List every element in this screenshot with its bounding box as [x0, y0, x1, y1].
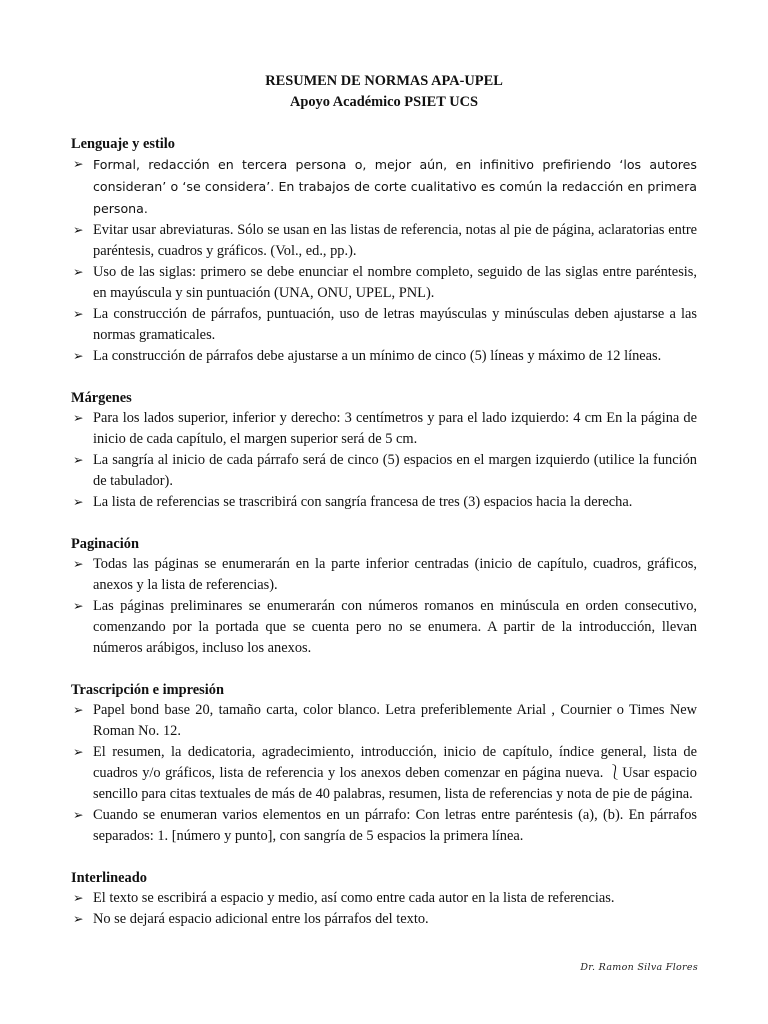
- arrow-bullet-icon: ➢: [73, 223, 84, 237]
- list-item: [71, 304, 697, 346]
- arrow-bullet-icon: ➢: [73, 557, 84, 571]
- list-item-text: Las páginas preliminares se enumerarán con números romanos en minúscula en orden consecutivo, comenzando por la portada que se cuenta pero no se enumera. A partir de la introducción, llevan números arábigos, incluso los anexos.: [93, 598, 697, 656]
- bullet-list: [71, 154, 697, 367]
- list-item: [71, 909, 697, 930]
- list-item-text: El resumen, la dedicatoria, agradecimiento, introducción, inicio de capítulo, índice general, lista de cuadros y/o gráficos, lista de referencia y los anexos deben comenzar en página nueva. ⎱Usar espacio sencillo para citas textuales de más de 40 palabras, resumen, lista de referencias y nota de pie de página.: [93, 744, 697, 802]
- bullet-list: [71, 700, 697, 847]
- arrow-bullet-icon: ➢: [73, 912, 84, 926]
- section-heading: Interlineado: [71, 870, 147, 886]
- arrow-bullet-icon: ➢: [73, 157, 84, 171]
- list-item-text: La lista de referencias se trascribirá con sangría francesa de tres (3) espacios hacia la derecha.: [93, 494, 633, 510]
- section-paginacion: [71, 534, 697, 659]
- arrow-bullet-icon: ➢: [73, 411, 84, 425]
- section-interlineado: [71, 868, 697, 930]
- list-item: [71, 888, 697, 909]
- section-margenes: [71, 388, 697, 513]
- list-item: [71, 220, 697, 262]
- list-item-text: Para los lados superior, inferior y derecho: 3 centímetros y para el lado izquierdo: 4 cm En la página de inicio de cada capítulo, el margen superior será de 5 cm.: [93, 410, 697, 447]
- list-item-text: La construcción de párrafos debe ajustarse a un mínimo de cinco (5) líneas y máximo de 12 líneas.: [93, 348, 662, 364]
- list-item-text: El texto se escribirá a espacio y medio, así como entre cada autor en la lista de referencias.: [93, 890, 615, 906]
- bullet-list: [71, 408, 697, 513]
- list-item: [71, 596, 697, 659]
- list-item: [71, 408, 697, 450]
- list-item: [71, 450, 697, 492]
- bullet-list: [71, 554, 697, 659]
- list-item-text: Evitar usar abreviaturas. Sólo se usan en las listas de referencia, notas al pie de página, aclaratorias entre paréntesis, cuadros y gráficos. (Vol., ed., pp.).: [93, 222, 697, 259]
- list-item: [71, 700, 697, 742]
- arrow-bullet-icon: ➢: [73, 265, 84, 279]
- arrow-bullet-icon: ➢: [73, 745, 84, 759]
- list-item: [71, 805, 697, 847]
- arrow-bullet-icon: ➢: [73, 453, 84, 467]
- list-item: [71, 154, 697, 220]
- arrow-bullet-icon: ➢: [73, 495, 84, 509]
- list-item: [71, 554, 697, 596]
- list-item: [71, 742, 697, 805]
- author-signature: Dr. Ramon Silva Flores: [580, 962, 698, 973]
- bullet-list: [71, 888, 697, 930]
- list-item-text: Todas las páginas se enumerarán en la parte inferior centradas (inicio de capítulo, cuadros, gráficos, anexos y la lista de referencias).: [93, 556, 697, 593]
- arrow-bullet-icon: ➢: [73, 891, 84, 905]
- list-item-text: La construcción de párrafos, puntuación, uso de letras mayúsculas y minúsculas deben ajustarse a las normas gramaticales.: [93, 306, 697, 343]
- list-item-text: Formal, redacción en tercera persona o, mejor aún, en infinitivo prefiriendo ‘los autores consideran’ o ‘se considera’. En trabajos de corte cualitativo es común la redacción en primera persona.: [93, 157, 697, 216]
- arrow-bullet-icon: ➢: [73, 703, 84, 717]
- document-title: RESUMEN DE NORMAS APA-UPEL: [265, 73, 503, 89]
- list-item-text: Uso de las siglas: primero se debe enunciar el nombre completo, seguido de las siglas entre paréntesis, en mayúscula y sin puntuación (UNA, ONU, UPEL, PNL).: [93, 264, 697, 301]
- list-item-text: La sangría al inicio de cada párrafo será de cinco (5) espacios en el margen izquierdo (utilice la función de tabulador).: [93, 452, 697, 489]
- arrow-bullet-icon: ➢: [73, 349, 84, 363]
- list-item-text: No se dejará espacio adicional entre los párrafos del texto.: [93, 911, 429, 927]
- section-lenguaje-y-estilo: [71, 134, 697, 367]
- list-item: [71, 492, 697, 513]
- section-heading: Márgenes: [71, 390, 132, 406]
- arrow-bullet-icon: ➢: [73, 808, 84, 822]
- section-heading: Trascripción e impresión: [71, 682, 224, 698]
- document-subtitle: Apoyo Académico PSIET UCS: [289, 94, 479, 110]
- arrow-bullet-icon: ➢: [73, 307, 84, 321]
- list-item-text: Cuando se enumeran varios elementos en un párrafo: Con letras entre paréntesis (a), (b). En párrafos separados: 1. [número y punto], con sangría de 5 espacios la primera línea.: [93, 807, 697, 844]
- list-item: [71, 262, 697, 304]
- section-trascripcion-e-impresion: [71, 680, 697, 847]
- list-item: [71, 346, 697, 367]
- section-heading: Paginación: [71, 536, 139, 552]
- arrow-bullet-icon: ➢: [73, 599, 84, 613]
- section-heading: Lenguaje y estilo: [71, 136, 175, 152]
- list-item-text: Papel bond base 20, tamaño carta, color blanco. Letra preferiblemente Arial , Cournier o Times New Roman No. 12.: [93, 702, 697, 739]
